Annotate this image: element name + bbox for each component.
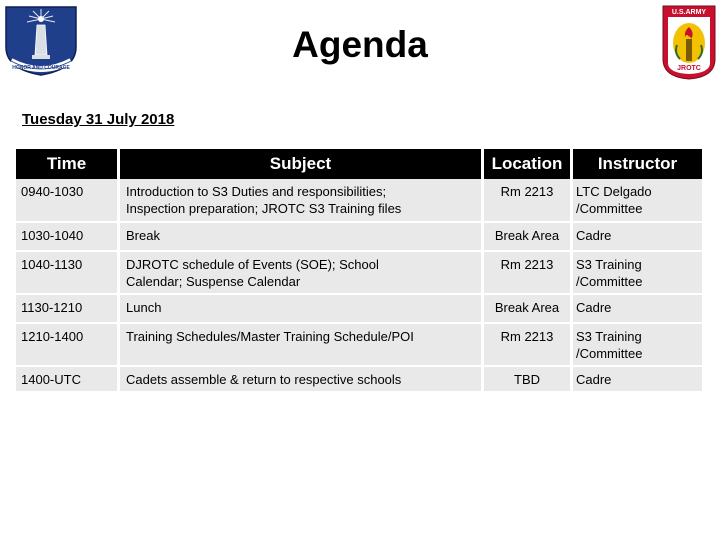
time-cell: 1130-1210 bbox=[21, 300, 83, 315]
table-row bbox=[16, 179, 702, 221]
instructor-cell: S3 Training /Committee bbox=[576, 329, 643, 361]
time-cell: 1400-UTC bbox=[21, 372, 81, 387]
location-cell: Rm 2213 bbox=[500, 257, 554, 272]
location-cell: Rm 2213 bbox=[500, 329, 554, 344]
header-instructor: Instructor bbox=[573, 149, 702, 179]
header-location: Location bbox=[484, 149, 570, 179]
table-row bbox=[16, 324, 702, 365]
table-row bbox=[16, 295, 702, 322]
time-cell: 1030-1040 bbox=[21, 228, 84, 243]
agenda-date: Tuesday 31 July 2018 bbox=[22, 111, 175, 128]
time-cell: 0940-1030 bbox=[21, 184, 84, 199]
svg-text:JROTC: JROTC bbox=[677, 65, 701, 72]
instructor-cell: Cadre bbox=[576, 372, 612, 387]
table-row bbox=[16, 367, 702, 391]
table-row bbox=[16, 252, 702, 293]
location-cell: Rm 2213 bbox=[500, 184, 554, 199]
subject-cell: Lunch bbox=[126, 300, 162, 315]
location-cell: Break Area bbox=[494, 300, 560, 315]
page-title: Agenda bbox=[292, 24, 428, 65]
time-cell: 1210-1400 bbox=[21, 329, 84, 344]
instructor-cell: Cadre bbox=[576, 300, 612, 315]
location-cell: TBD bbox=[514, 372, 540, 387]
instructor-cell: Cadre bbox=[576, 228, 612, 243]
instructor-cell: LTC Delgado /Committee bbox=[576, 184, 652, 216]
time-cell: 1040-1130 bbox=[21, 257, 83, 272]
table-row bbox=[16, 223, 702, 250]
svg-text:HONOR AND COURAGE: HONOR AND COURAGE bbox=[12, 65, 70, 71]
location-cell: Break Area bbox=[494, 228, 560, 243]
subject-cell: Break bbox=[126, 228, 160, 243]
subject-cell: Cadets assemble & return to respective schools bbox=[126, 372, 402, 387]
subject-cell: Training Schedules/Master Training Schedule/POI bbox=[126, 329, 414, 344]
svg-text:U.S.ARMY: U.S.ARMY bbox=[671, 9, 707, 16]
jrotc-torch-icon bbox=[660, 3, 718, 81]
header-subject: Subject bbox=[120, 149, 481, 179]
subject-cell: DJROTC schedule of Events (SOE); School Calendar; Suspense Calendar bbox=[126, 257, 379, 289]
subject-cell: Introduction to S3 Duties and responsibilities; Inspection preparation; JROTC S3 Training files bbox=[126, 184, 402, 216]
instructor-cell: S3 Training /Committee bbox=[576, 257, 643, 289]
header-time: Time bbox=[16, 149, 117, 179]
